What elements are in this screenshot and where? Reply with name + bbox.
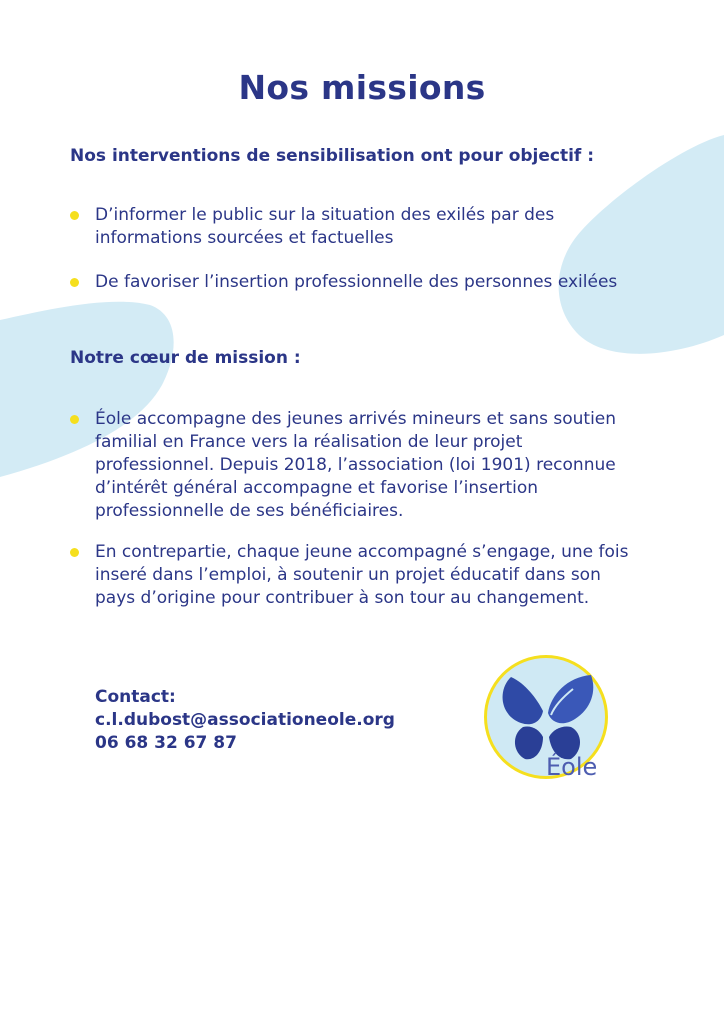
- bullet-dot-icon: [70, 211, 79, 220]
- logo-text: Éole: [546, 753, 598, 781]
- butterfly-icon: [493, 669, 599, 765]
- list-item-text: D’informer le public sur la situation des exilés par des informations sourcées et factuelles: [95, 205, 555, 248]
- mission-list: [70, 408, 630, 628]
- eole-logo: [484, 655, 608, 787]
- list-item: [70, 408, 630, 523]
- list-item-text: En contrepartie, chaque jeune accompagné s’engage, une fois inseré dans l’emploi, à soutenir un projet éducatif dans son pays d’origine pour contribuer à son tour au changement.: [95, 542, 629, 608]
- bullet-dot-icon: [70, 278, 79, 287]
- objectives-list: [70, 204, 630, 315]
- page-title: Nos missions: [238, 68, 486, 107]
- list-item: [70, 204, 630, 250]
- contact-label: Contact:: [95, 687, 176, 707]
- contact-block: [95, 686, 395, 755]
- list-item-text: Éole accompagne des jeunes arrivés mineurs et sans soutien familial en France vers la réalisation de leur projet professionnel. Depuis 2018, l’association (loi 1901) reconnue d’intérêt général accompagne et favorise l’insertion professionnelle de ses bénéficiaires.: [95, 409, 617, 521]
- contact-phone: 06 68 32 67 87: [95, 733, 237, 753]
- list-item: [70, 541, 630, 610]
- bullet-dot-icon: [70, 548, 79, 557]
- contact-email-link[interactable]: c.l.dubost@associationeole.org: [95, 710, 395, 730]
- list-item: [70, 271, 630, 294]
- section-heading-mission: Notre cœur de mission :: [70, 348, 301, 368]
- section-heading-objectives: Nos interventions de sensibilisation ont pour objectif :: [70, 146, 595, 166]
- list-item-text: De favoriser l’insertion professionnelle des personnes exilées: [95, 272, 618, 292]
- bullet-dot-icon: [70, 415, 79, 424]
